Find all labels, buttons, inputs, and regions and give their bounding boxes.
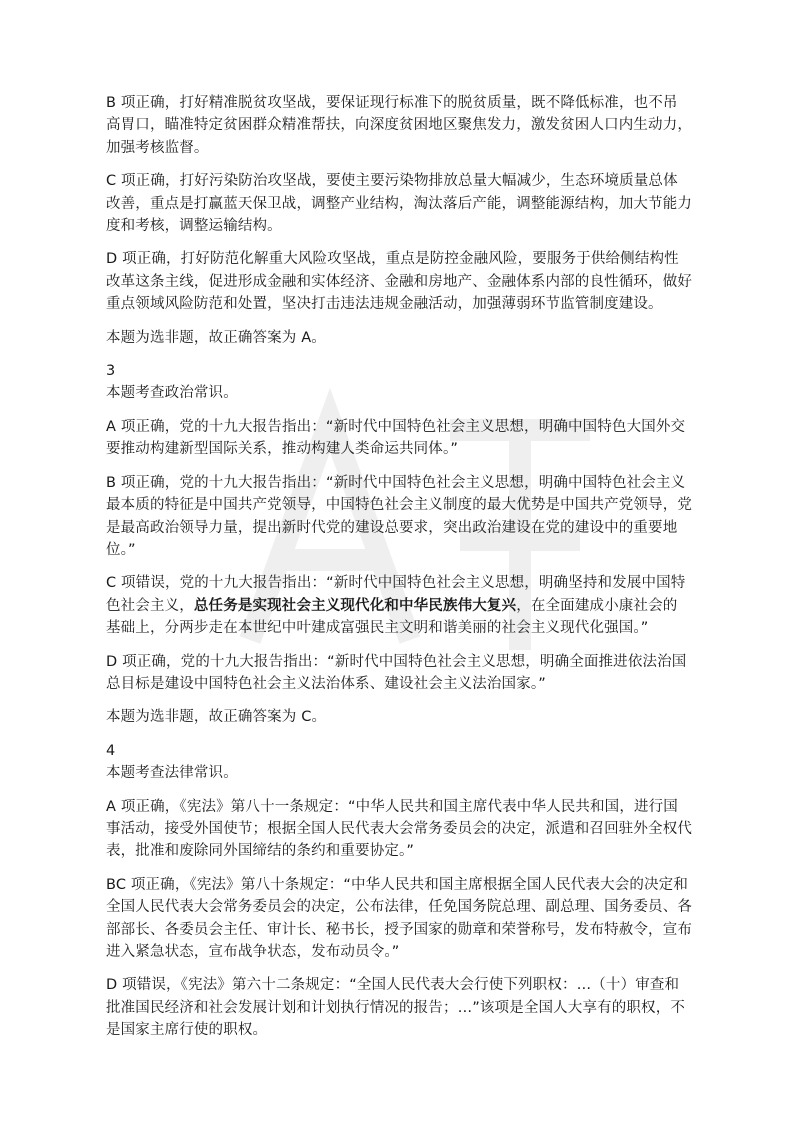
q3-option-a: A 项正确，党的十九大报告指出：“新时代中国特色社会主义思想，明确中国特色大国外交要推动构建新型国际关系，推动构建人类命运共同体。” bbox=[106, 418, 686, 458]
document-page bbox=[106, 92, 692, 1053]
q3-option-c-tail: ，在全面建成小康社会的基础上，分两步走在本世纪中叶建成富强民主文明和谐美丽的社会主义现代化强国。” bbox=[106, 597, 678, 637]
q3-option-c bbox=[106, 572, 692, 639]
q3-option-c-bold: 总任务是实现社会主义现代化和中华民族伟大复兴 bbox=[193, 597, 517, 614]
q2-option-c: C 项正确，打好污染防治攻坚战，要使主要污染物排放总量大幅减少，生态环境质量总体改善，重点是打赢蓝天保卫战，调整产业结构，淘汰落后产能，调整能源结构，加大节能力度和考核，调整运输结构。 bbox=[106, 173, 692, 235]
q4-option-a: A 项正确，《宪法》第八十一条规定：“中华人民共和国主席代表中华人民共和国，进行国事活动，接受外国使节；根据全国人民代表大会常务委员会的决定，派遣和召回驻外全权代表，批准和废除同外国缔结的条约和重要协定。” bbox=[106, 798, 692, 860]
q3-topic: 本题考查政治常识。 bbox=[106, 385, 238, 402]
q4-option-d: D 项错误，《宪法》第六十二条规定：“全国人民代表大会行使下列职权：…（十）审查和批准国民经济和社会发展计划和计划执行情况的报告；…”该项是全国人大享有的职权，不是国家主席行使的职权。 bbox=[106, 977, 686, 1039]
q4-topic: 本题考查法律常识。 bbox=[106, 765, 238, 782]
q3-option-d: D 项正确，党的十九大报告指出：“新时代中国特色社会主义思想，明确全面推进依法治国总目标是建设中国特色社会主义法治体系、建设社会主义法治国家。” bbox=[106, 653, 687, 692]
q3-option-c-lead: C 项错误，党的十九大报告指出：“新时代中国特色社会主义思想，明确坚持和发展中国特色社会主义， bbox=[106, 575, 686, 614]
q3-number: 3 bbox=[106, 363, 116, 380]
q4-number: 4 bbox=[106, 742, 116, 759]
q2-answer: 本题为选非题，故正确答案为 A。 bbox=[106, 329, 326, 346]
q3-option-b: B 项正确，党的十九大报告指出：“新时代中国特色社会主义思想，明确中国特色社会主义最本质的特征是中国共产党领导，中国特色社会主义制度的最大优势是中国共产党领导，党是最高政治领导力量，提出新时代党的建设总要求，突出政治建设在党的建设中的重要地位。” bbox=[106, 474, 692, 558]
q3-answer: 本题为选非题，故正确答案为 C。 bbox=[106, 709, 327, 726]
q4-option-bc: BC 项正确，《宪法》第八十条规定：“中华人民共和国主席根据全国人民代表大会的决定和全国人民代表大会常务委员会的决定，公布法律，任免国务院总理、副总理、国务委员、各部部长、各委员会主任、审计长、秘书长，授予国家的勋章和荣誉称号，发布特赦令，宣布进入紧急状态，宣布战争状态，发布动员令。” bbox=[106, 876, 692, 960]
q2-option-b: B 项正确，打好精准脱贫攻坚战，要保证现行标准下的脱贫质量，既不降低标准，也不吊高胃口，瞄准特定贫困群众精准帮扶，向深度贫困地区聚焦发力，激发贫困人口内生动力，加强考核监督。 bbox=[106, 95, 692, 156]
q2-option-d: D 项正确，打好防范化解重大风险攻坚战，重点是防控金融风险，要服务于供给侧结构性改革这条主线，促进形成金融和实体经济、金融和房地产、金融体系内部的良性循环，做好重点领域风险防范和处置，坚决打击违法违规金融活动，加强薄弱环节监管制度建设。 bbox=[106, 251, 692, 313]
